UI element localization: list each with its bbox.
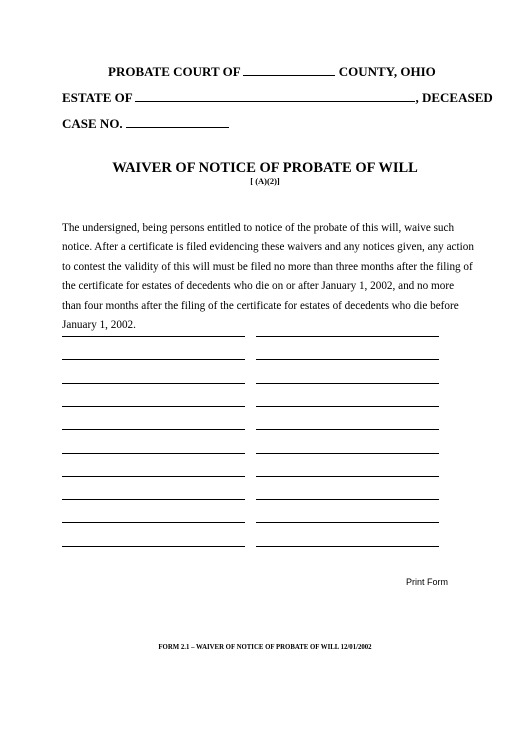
estate-prefix: ESTATE OF [62,90,133,105]
signature-line[interactable] [256,406,439,407]
case-label: CASE NO. [62,116,123,131]
signature-line[interactable] [62,359,245,360]
signature-line[interactable] [62,336,245,337]
case-number-field[interactable] [126,116,229,128]
signature-line[interactable] [62,406,245,407]
signature-line[interactable] [256,546,439,547]
form-footer: FORM 2.1 – WAIVER OF NOTICE OF PROBATE OF WILL 12/01/2002 [158,644,372,651]
case-number-header [62,116,229,131]
signature-line[interactable] [256,476,439,477]
court-header [108,64,436,79]
form-title: WAIVER OF NOTICE OF PROBATE OF WILL [112,160,418,176]
signature-line[interactable] [256,522,439,523]
signature-line[interactable] [62,546,245,547]
print-form-button[interactable]: Print Form [405,577,448,587]
signature-line[interactable] [256,499,439,500]
decedent-name-field[interactable] [135,90,415,102]
form-subtitle: [ (A)(2)] [250,176,280,186]
estate-header [62,90,493,105]
estate-suffix: , DECEASED [415,90,493,105]
signature-line[interactable] [62,383,245,384]
signature-line[interactable] [256,336,439,337]
county-name-field[interactable] [243,64,335,76]
waiver-paragraph: The undersigned, being persons entitled to notice of the probate of this will, waive such notice. After a certificate is filed evidencing these waivers and any notices given, any action to contest the validity of this will must be filed no more than three months after the filing of the certificate for estates of decedents who die on or after January 1, 2002, and no more than four months after the filing of the certificate for estates of decedents who die before January 1, 2002. [62,222,474,332]
signature-line[interactable] [256,383,439,384]
signature-line[interactable] [62,522,245,523]
signature-line[interactable] [256,359,439,360]
signature-line[interactable] [256,429,439,430]
court-suffix: COUNTY, OHIO [338,64,436,79]
court-prefix: PROBATE COURT OF [108,64,241,79]
signature-line[interactable] [62,499,245,500]
signature-line[interactable] [62,429,245,430]
signature-line[interactable] [256,453,439,454]
signature-line[interactable] [62,453,245,454]
signature-line[interactable] [62,476,245,477]
